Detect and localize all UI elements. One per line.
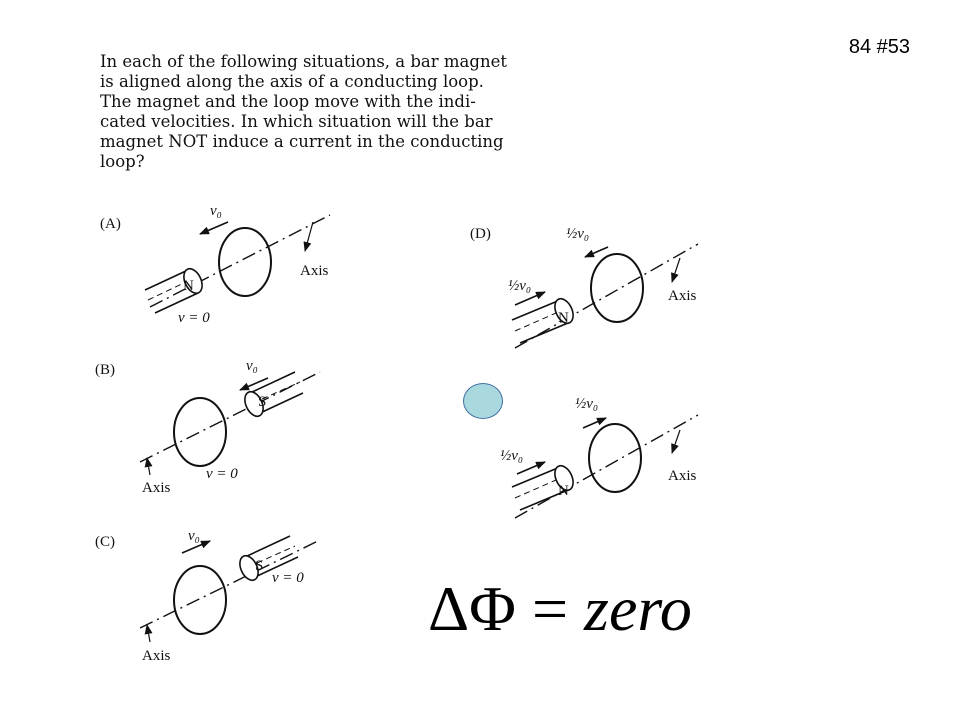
figure-d-loop-velocity: ½v₀ [566,226,590,242]
figure-e-axis-pointer [672,430,680,453]
figure-e-magnet-velocity: ½v₀ [500,448,524,464]
figure-e-loop-velocity-arrow [583,418,606,428]
figure-a [100,203,330,326]
figure-b-magnet [241,372,303,419]
figure-c-loop [174,566,226,634]
figure-d-axis-label: Axis [668,288,697,304]
question-line: loop? [100,152,145,171]
question-line: The magnet and the loop move with the indi- [100,92,476,111]
figure-b-velocity-arrow [240,378,268,390]
figure-a-loop [219,228,271,296]
flux-equation [428,572,692,646]
figure-b-velocity: v₀ [246,358,258,374]
equation-rhs: zero [584,573,692,644]
figure-a-axis-label: Axis [300,263,329,279]
question-line: In each of the following situations, a bar magnet [100,52,507,71]
figure-e-pole: N [558,483,569,499]
figure-d [470,226,698,348]
figure-e-axis-label: Axis [668,468,697,484]
figure-b-axis-label: Axis [142,480,171,496]
figure-c-velocity: v₀ [188,528,200,544]
figure-a-velocity: v₀ [210,203,222,219]
question-line: is aligned along the axis of a conducting loop. [100,72,484,91]
figure-c-axis-label: Axis [142,648,171,664]
figure-b-pole: S [258,394,267,410]
figure-c-magnet-velocity: v = 0 [272,570,304,586]
figure-a-label: (A) [100,216,121,232]
figure-b [95,358,320,496]
figure-d-magnet-velocity: ½v₀ [508,278,532,294]
figure-e-loop-velocity: ½v₀ [575,396,599,412]
figure-a-pole: N [183,278,194,294]
figure-b-loop [174,398,226,466]
figure-b-axis-pointer [147,458,150,475]
figure-a-magnet [145,266,206,313]
figure-c-axis-pointer [147,625,150,642]
figure-d-loop-velocity-arrow [585,247,608,257]
figure-d-axis-pointer [672,258,680,282]
figure-a-velocity-arrow [200,222,228,234]
figure-b-loop-velocity: v = 0 [206,466,238,482]
figure-e-loop [589,424,641,492]
highlight-circle [463,383,503,419]
figure-a-magnet-velocity: v = 0 [178,310,210,326]
figure-c [95,528,320,664]
figure-d-loop [591,254,643,322]
equation-lhs: ΔΦ [428,573,516,644]
question-line: cated velocities. In which situation will the bar [100,112,493,131]
equation-equals: = [531,573,569,644]
question-line: magnet NOT induce a current in the conducting [100,132,504,151]
figure-e-axis-line [515,415,698,518]
figure-a-axis-pointer [305,222,313,251]
figure-c-label: (C) [95,534,115,550]
figure-b-label: (B) [95,362,115,378]
figure-e [500,396,698,518]
figure-c-pole: S [255,558,264,574]
figure-d-label: (D) [470,226,491,242]
slide-label: 84 #53 [848,36,910,58]
figure-d-pole: N [558,310,569,326]
